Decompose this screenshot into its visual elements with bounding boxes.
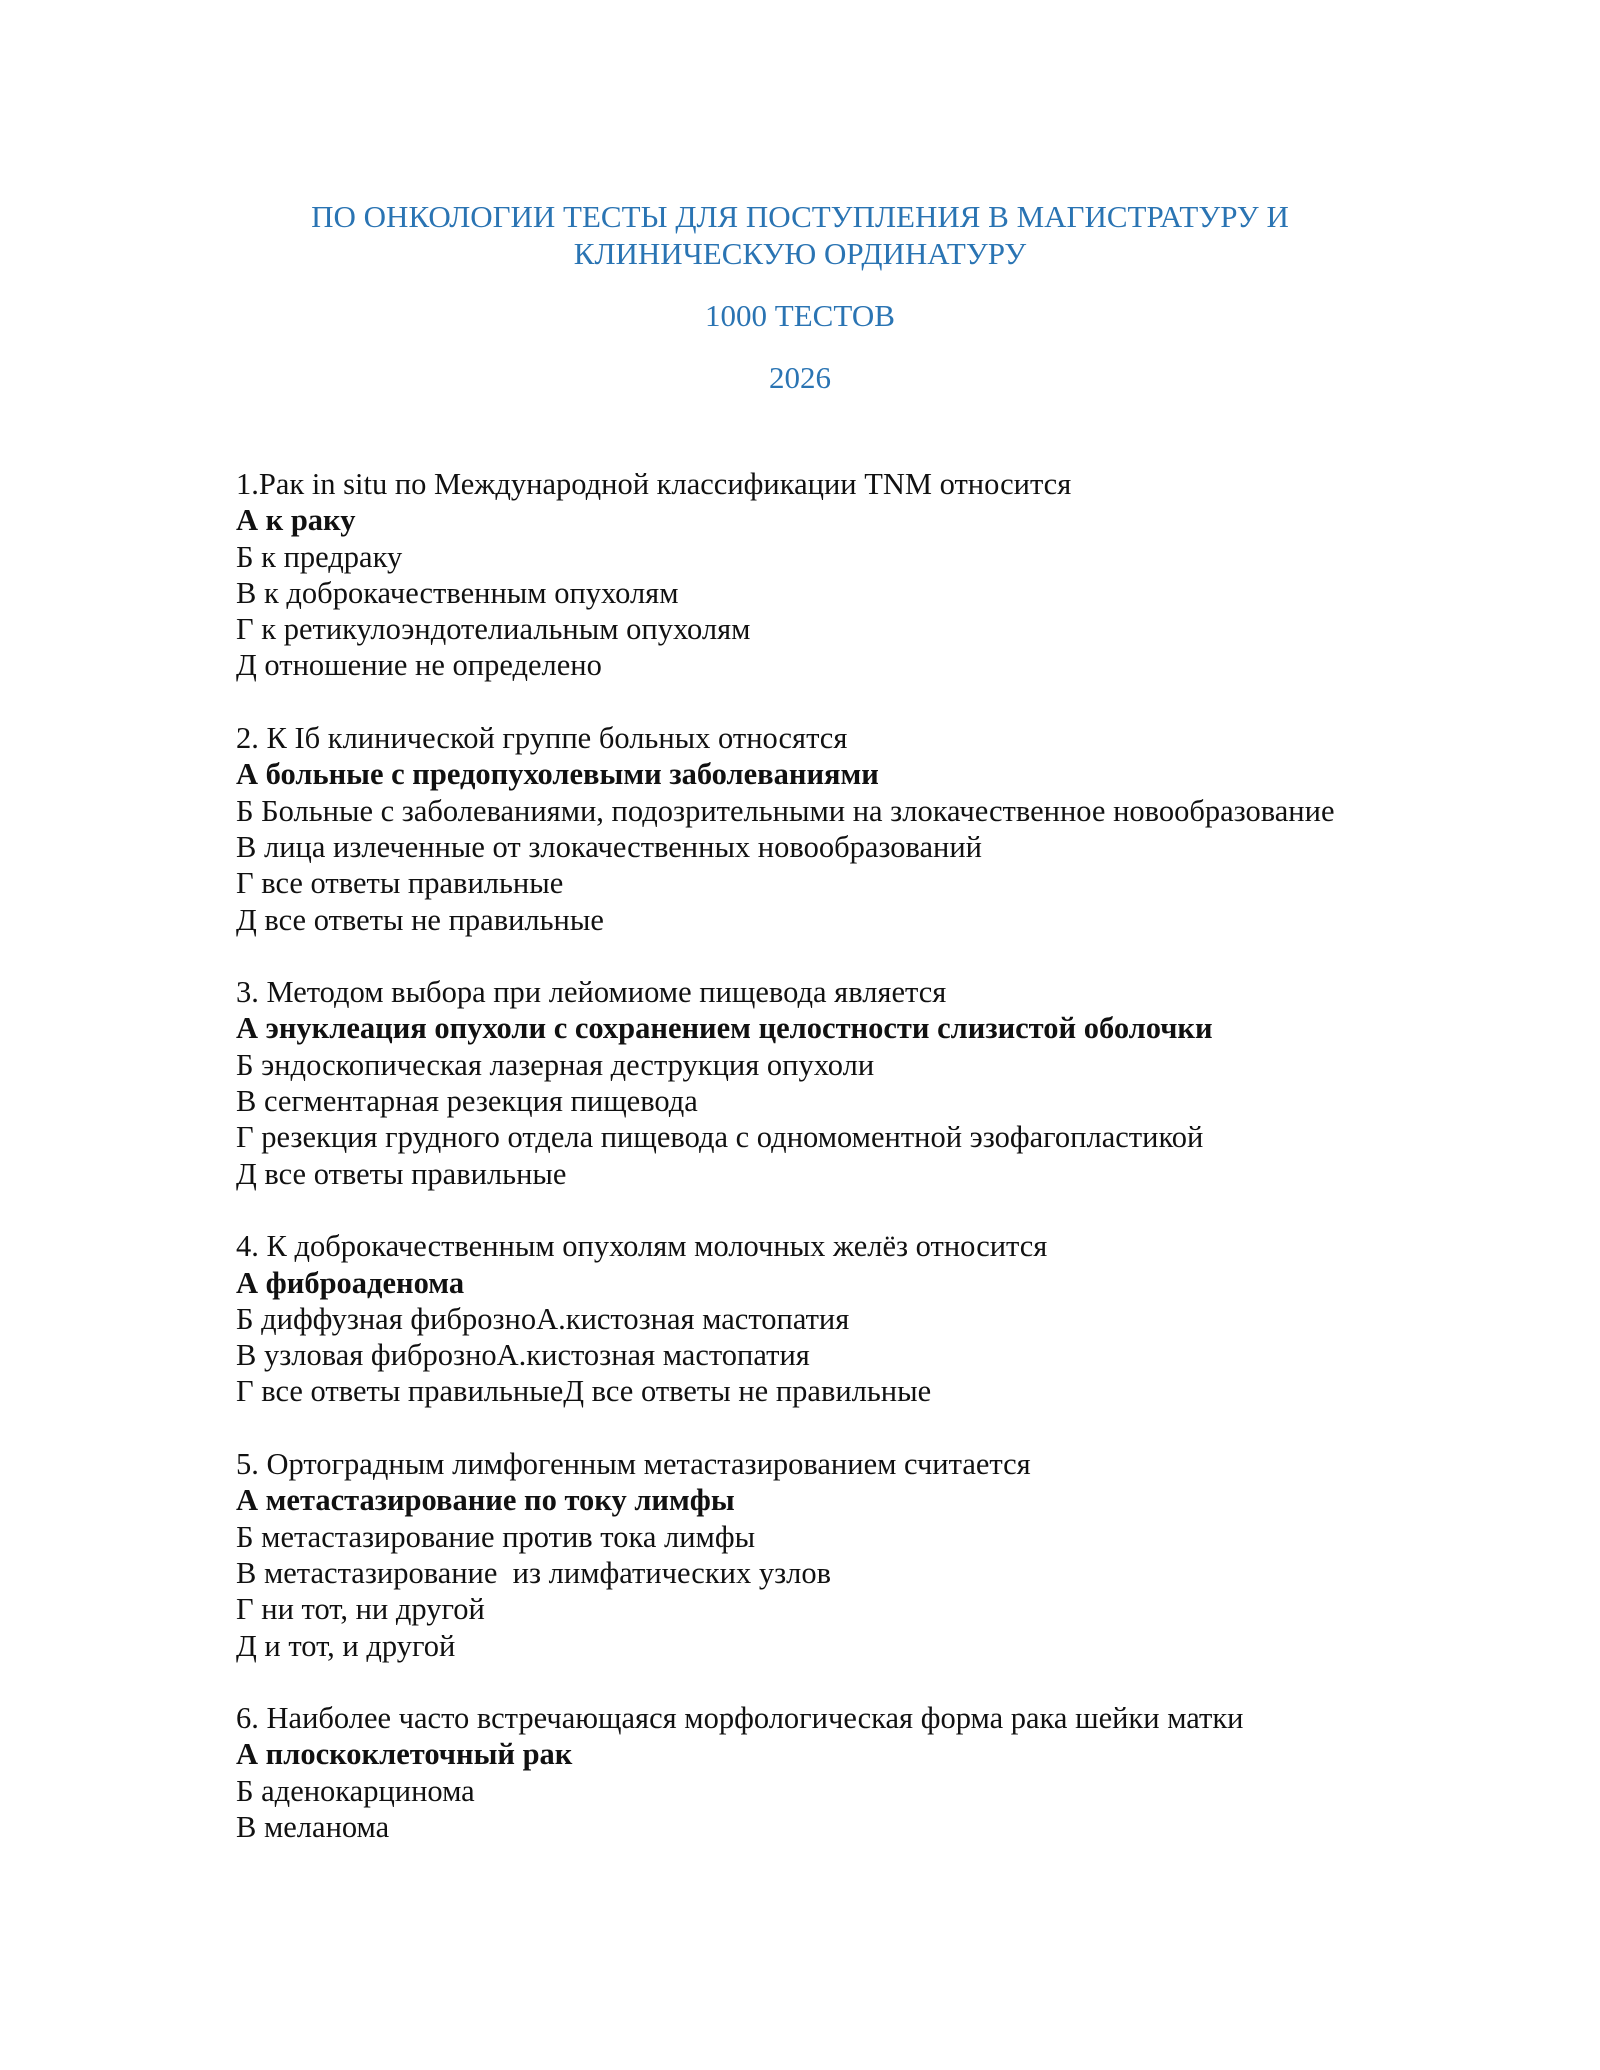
answer-option: В меланома: [236, 1809, 390, 1844]
question-text: 2. К Iб клинической группе больных относятся: [236, 721, 848, 756]
answer-option: Б аденокарцинома: [236, 1773, 475, 1808]
answer-option: В метастазирование из лимфатических узлов: [236, 1555, 832, 1590]
answer-option: В сегментарная резекция пищевода: [236, 1084, 698, 1119]
answer-option: Б метастазирование против тока лимфы: [236, 1519, 756, 1554]
question-text: 6. Наиболее часто встречающаяся морфологическая форма рака шейки матки: [236, 1701, 1244, 1736]
question-block: [236, 1700, 1376, 1845]
answer-option-correct: А энуклеация опухоли с сохранением целостности слизистой оболочки: [236, 1011, 1213, 1046]
answer-option: Д и тот, и другой: [236, 1628, 456, 1663]
answer-option: Д отношение не определено: [236, 648, 602, 683]
answer-option: В к доброкачественным опухолям: [236, 575, 679, 610]
question-text: 3. Методом выбора при лейомиоме пищевода является: [236, 975, 947, 1010]
question-block: [236, 974, 1376, 1192]
question-block: [236, 720, 1376, 938]
answer-option-correct: А плоскоклеточный рак: [236, 1737, 573, 1772]
question-text: 1.Рак in situ по Международной классификации TNM относится: [236, 467, 1072, 501]
answer-option: В узловая фиброзноА.кистозная мастопатия: [236, 1338, 810, 1373]
question-text: 4. К доброкачественным опухолям молочных желёз относится: [236, 1229, 1048, 1264]
answer-option-correct: А метастазирование по току лимфы: [236, 1483, 735, 1518]
question-block: [236, 1446, 1376, 1664]
answer-option: Г к ретикулоэндотелиальным опухолям: [236, 612, 751, 647]
question-block: [236, 466, 1376, 684]
answer-option: Б к предраку: [236, 539, 403, 574]
question-text: 5. Ортоградным лимфогенным метастазированием считается: [236, 1447, 1031, 1482]
document-year: 2026: [769, 360, 831, 395]
answer-option-correct: А фиброаденома: [236, 1265, 465, 1300]
answer-option: Б диффузная фиброзноА.кистозная мастопатия: [236, 1301, 850, 1336]
answer-option: Б Больные с заболеваниями, подозрительными на злокачественное новообразование: [236, 793, 1335, 828]
test-count: 1000 ТЕСТОВ: [705, 298, 895, 333]
answer-option: Г все ответы правильные: [236, 866, 564, 901]
questions-list: [236, 466, 1376, 1882]
answer-option: В лица излеченные от злокачественных новообразований: [236, 829, 982, 864]
answer-option: Д все ответы правильные: [236, 1156, 567, 1191]
answer-option: Г резекция грудного отдела пищевода с одномоментной эзофагопластикой: [236, 1120, 1204, 1155]
answer-option: Б эндоскопическая лазерная деструкция опухоли: [236, 1047, 875, 1082]
document-title-line-2: КЛИНИЧЕСКУЮ ОРДИНАТУРУ: [573, 236, 1027, 271]
answer-option-correct: А больные с предопухолевыми заболеваниями: [236, 757, 879, 792]
answer-option: Г все ответы правильныеД все ответы не правильные: [236, 1374, 932, 1409]
answer-option: Г ни тот, ни другой: [236, 1592, 485, 1627]
document-title-line-1: ПО ОНКОЛОГИИ ТЕСТЫ ДЛЯ ПОСТУПЛЕНИЯ В МАГИСТРАТУРУ И: [311, 199, 1289, 234]
answer-option-correct: А к раку: [236, 503, 356, 538]
answer-option: Д все ответы не правильные: [236, 902, 604, 937]
question-block: [236, 1228, 1376, 1409]
document-header: [0, 198, 1600, 396]
